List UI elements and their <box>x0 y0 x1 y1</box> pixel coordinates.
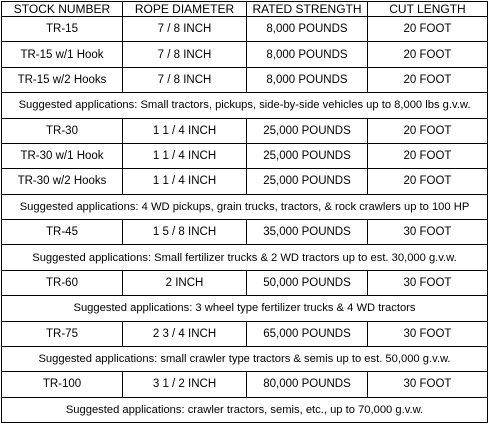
cut-length-cell: 20 FOOT <box>368 118 488 143</box>
stock-number-cell: TR-30 <box>2 118 123 143</box>
stock-number-cell: TR-15 <box>2 17 123 42</box>
cut-length-cell: 20 FOOT <box>368 67 488 92</box>
application-row <box>2 346 488 371</box>
rope-diameter-cell: 7 / 8 INCH <box>123 42 247 67</box>
rope-diameter-cell: 3 1 / 2 INCH <box>123 372 247 397</box>
stock-number-cell: TR-60 <box>2 270 123 295</box>
rated-strength-cell: 65,000 POUNDS <box>247 321 368 346</box>
rated-strength-cell: 25,000 POUNDS <box>247 143 368 168</box>
application-row <box>2 397 488 422</box>
rope-diameter-cell: 7 / 8 INCH <box>123 67 247 92</box>
rope-diameter-cell: 2 INCH <box>123 270 247 295</box>
stock-number-cell: TR-30 w/2 Hooks <box>2 169 123 194</box>
rated-strength-cell: 50,000 POUNDS <box>247 270 368 295</box>
suggested-applications-text: Suggested applications: Small fertilizer trucks & 2 WD tractors up to est. 30,000 g.v.w. <box>2 245 488 270</box>
header-cut-length: CUT LENGTH <box>368 2 488 17</box>
rated-strength-cell: 8,000 POUNDS <box>247 42 368 67</box>
rated-strength-cell: 80,000 POUNDS <box>247 372 368 397</box>
rope-diameter-cell: 7 / 8 INCH <box>123 17 247 42</box>
rope-diameter-cell: 2 3 / 4 INCH <box>123 321 247 346</box>
cut-length-cell: 30 FOOT <box>368 372 488 397</box>
cut-length-cell: 30 FOOT <box>368 220 488 245</box>
rope-diameter-cell: 1 1 / 4 INCH <box>123 169 247 194</box>
table-row <box>2 17 488 42</box>
suggested-applications-text: Suggested applications: crawler tractors, semis, etc., up to 70,000 g.v.w. <box>2 397 488 422</box>
stock-number-cell: TR-75 <box>2 321 123 346</box>
table-row <box>2 143 488 168</box>
cut-length-cell: 20 FOOT <box>368 42 488 67</box>
table-row <box>2 270 488 295</box>
rated-strength-cell: 35,000 POUNDS <box>247 220 368 245</box>
table-row <box>2 42 488 67</box>
header-rated-strength: RATED STRENGTH <box>247 2 368 17</box>
header-rope-diameter: ROPE DIAMETER <box>123 2 247 17</box>
rope-diameter-cell: 1 5 / 8 INCH <box>123 220 247 245</box>
suggested-applications-text: Suggested applications: 3 wheel type fertilizer trucks & 4 WD tractors <box>2 296 488 321</box>
table-row <box>2 67 488 92</box>
stock-number-cell: TR-15 w/2 Hooks <box>2 67 123 92</box>
stock-number-cell: TR-45 <box>2 220 123 245</box>
cut-length-cell: 30 FOOT <box>368 321 488 346</box>
cut-length-cell: 20 FOOT <box>368 17 488 42</box>
rope-diameter-cell: 1 1 / 4 INCH <box>123 118 247 143</box>
table-row <box>2 321 488 346</box>
tow-rope-spec-table <box>1 1 488 423</box>
rope-diameter-cell: 1 1 / 4 INCH <box>123 143 247 168</box>
stock-number-cell: TR-30 w/1 Hook <box>2 143 123 168</box>
application-row <box>2 194 488 219</box>
application-row <box>2 93 488 118</box>
header-row <box>2 2 488 17</box>
cut-length-cell: 20 FOOT <box>368 143 488 168</box>
stock-number-cell: TR-100 <box>2 372 123 397</box>
table-row <box>2 118 488 143</box>
table-row <box>2 220 488 245</box>
suggested-applications-text: Suggested applications: Small tractors, pickups, side-by-side vehicles up to 8,000 lbs g.v.w. <box>2 93 488 118</box>
table-row <box>2 372 488 397</box>
application-row <box>2 245 488 270</box>
stock-number-cell: TR-15 w/1 Hook <box>2 42 123 67</box>
cut-length-cell: 30 FOOT <box>368 270 488 295</box>
rated-strength-cell: 25,000 POUNDS <box>247 118 368 143</box>
suggested-applications-text: Suggested applications: 4 WD pickups, grain trucks, tractors, & rock crawlers up to 100 HP <box>2 194 488 219</box>
rated-strength-cell: 25,000 POUNDS <box>247 169 368 194</box>
application-row <box>2 296 488 321</box>
rated-strength-cell: 8,000 POUNDS <box>247 67 368 92</box>
cut-length-cell: 20 FOOT <box>368 169 488 194</box>
header-stock-number: STOCK NUMBER <box>2 2 123 17</box>
rated-strength-cell: 8,000 POUNDS <box>247 17 368 42</box>
suggested-applications-text: Suggested applications: small crawler type tractors & semis up to est. 50,000 g.v.w. <box>2 346 488 371</box>
table-row <box>2 169 488 194</box>
